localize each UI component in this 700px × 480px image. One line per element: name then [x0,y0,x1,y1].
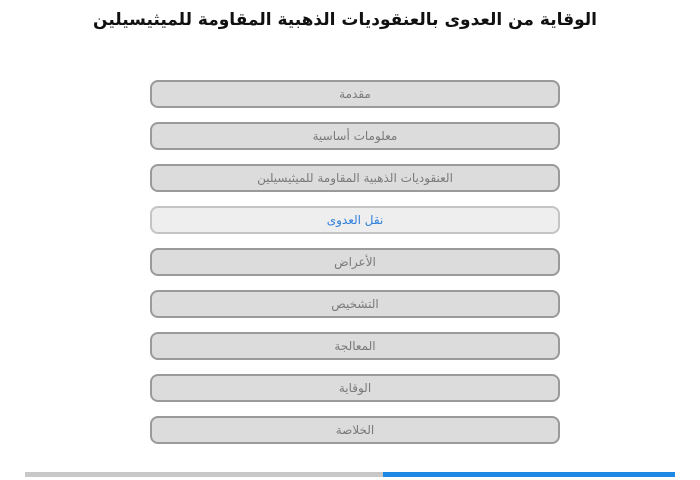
menu-item-conclusion[interactable]: الخلاصة [150,416,560,444]
menu-item-introduction[interactable]: مقدمة [150,80,560,108]
page-title: الوقاية من العدوى بالعنقوديات الذهبية المقاومة للميثيسيلين [93,10,597,30]
menu-item-treatment[interactable]: المعالجة [150,332,560,360]
menu-item-transmission[interactable]: نقل العدوى [150,206,560,234]
progress-bar [25,472,675,477]
progress-bar-fill [383,472,676,477]
chapter-menu [150,80,560,458]
menu-item-prevention[interactable]: الوقاية [150,374,560,402]
menu-item-mrsa[interactable]: العنقوديات الذهبية المقاومة للميثيسيلين [150,164,560,192]
menu-item-background[interactable]: معلومات أساسية [150,122,560,150]
menu-item-diagnosis[interactable]: التشخيص [150,290,560,318]
menu-item-symptoms[interactable]: الأعراض [150,248,560,276]
